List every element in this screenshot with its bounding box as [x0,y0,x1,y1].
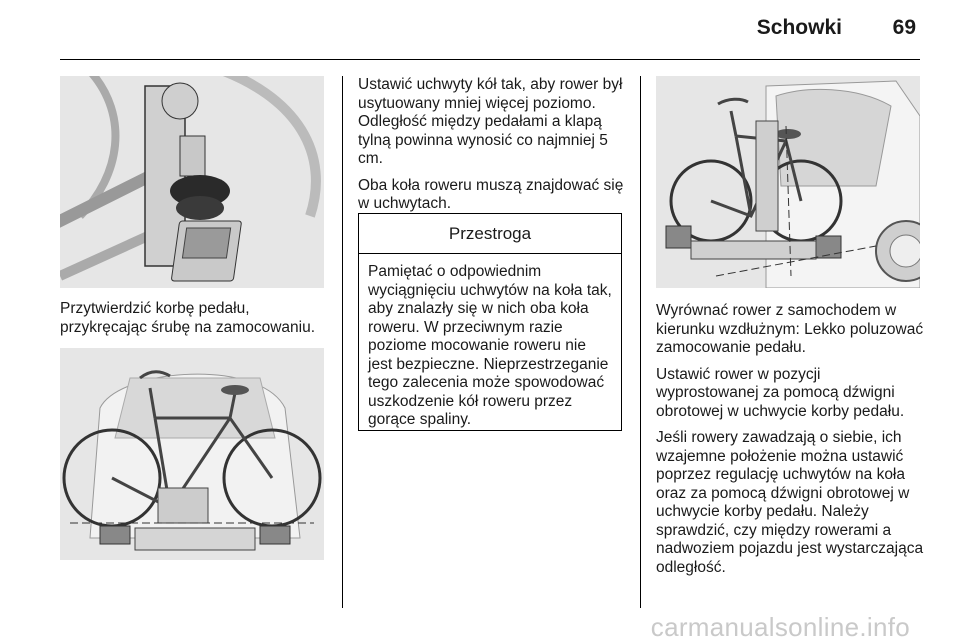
bicycle-spacing-paragraph: Jeśli rowery zawadzają o siebie, ich wzajemne położenie można ustawić poprzez regulację uchwytów na koła oraz za pomocą dźwigni obrotowej w uchwycie korby pedału. Należy sprawdzić, czy między rowerami a nadwoziem pojazdu jest wystarczająca odległość. [656,429,924,576]
page-number: 69 [892,16,916,39]
section-title: Schowki [756,16,842,39]
warning-title: Przestroga [359,214,621,254]
warning-text: Pamiętać o odpowiednim wyciągnięciu uchwytów na koła tak, aby znalazły się w nich oba koła roweru. W przeciwnym razie poziome mocowanie roweru nie jest bezpieczne. Nieprzestrzeganie tego zalecenia może spowodować uszkodzenie kół roweru przez gorące spaliny. [368,263,612,428]
column-divider-left [342,76,343,608]
car-with-bicycle-illustration [656,76,920,288]
both-wheels-paragraph: Oba koła roweru muszą znajdować się w uchwytach. [358,176,624,212]
bicycle-on-carrier-illustration [60,348,324,560]
align-bicycle-paragraph: Wyrównać rower z samochodem w kierunku wzdłużnym: Lekko poluzować zamocowanie pedału. [656,302,924,356]
wheel-holder-paragraph: Ustawić uchwyty kół tak, aby rower był usytuowany mniej więcej poziomo. Odległość między pedałami a klapą tylną powinna wynosić co najmniej 5 cm. [358,76,623,167]
column-divider-right [640,76,641,608]
column2-text [358,76,630,222]
pedal-caption: Przytwierdzić korbę pedału, przykręcając śrubę na zamocowaniu. [60,300,316,336]
header-divider [60,59,920,60]
column3-text [656,302,926,585]
watermark: carmanualsonline.info [650,612,910,642]
pedal-holder-illustration [60,76,324,288]
warning-box [358,213,622,431]
upright-position-paragraph: Ustawić rower w pozycji wyprostowanej za pomocą dźwigni obrotowej w uchwycie korby pedału. [656,365,905,420]
